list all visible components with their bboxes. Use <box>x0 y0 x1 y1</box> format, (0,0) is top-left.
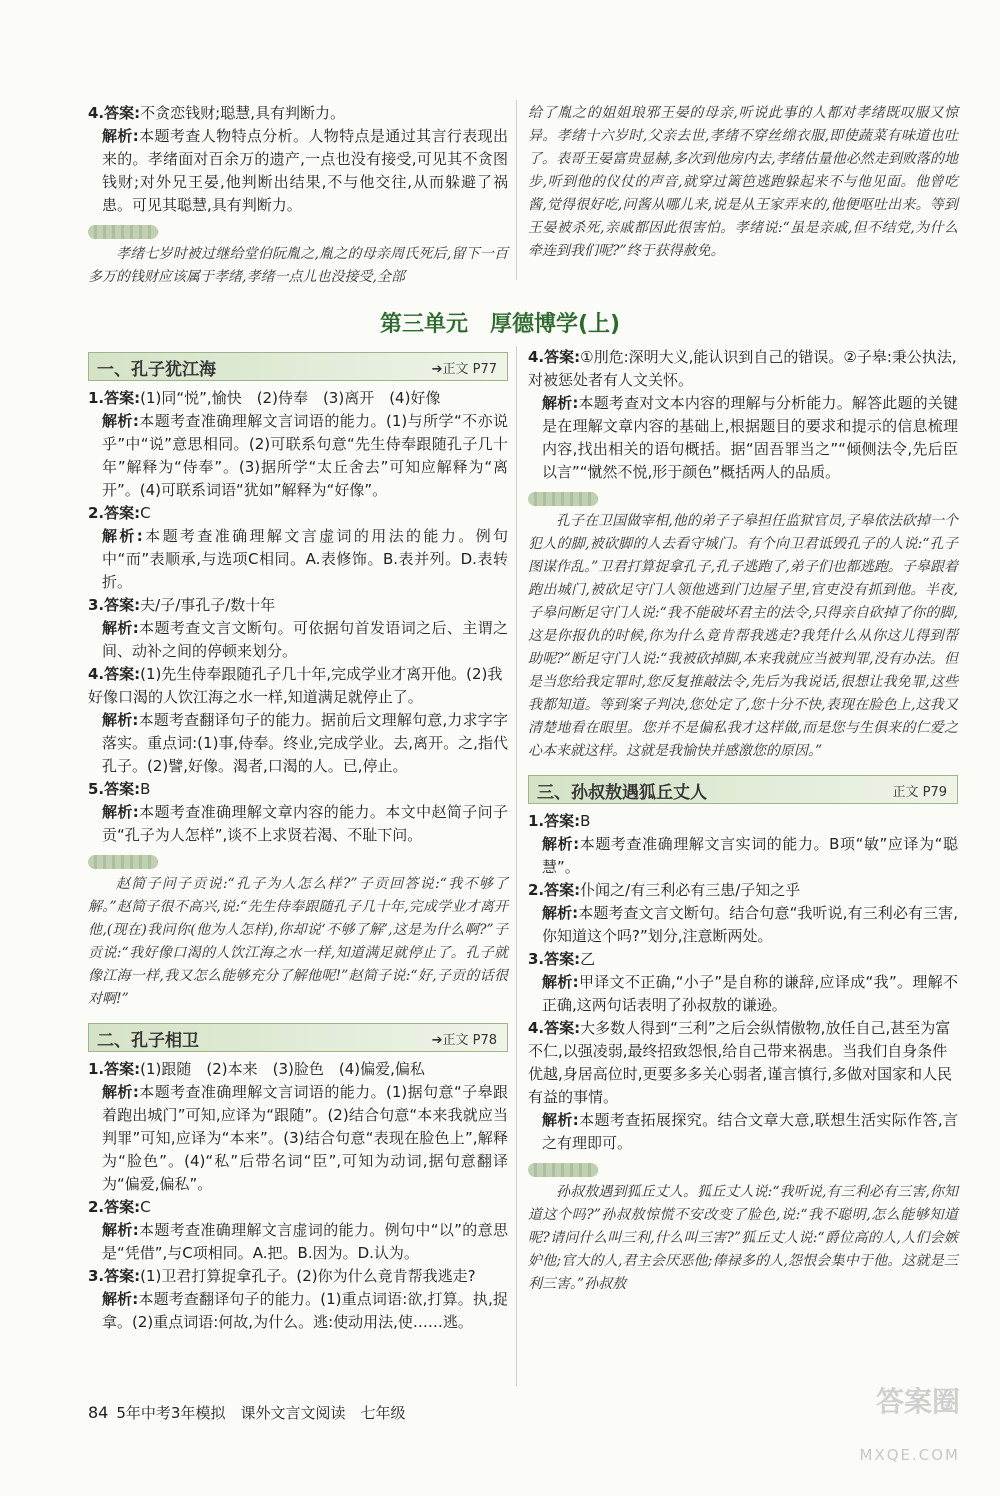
text-page-ref: ➔正文 P77 <box>431 362 497 377</box>
answer-text: (1)跟随 (2)本来 (3)脸色 (4)偏爱,偏私 <box>140 1060 425 1078</box>
analysis-label: 解析: <box>542 973 579 991</box>
answer-label: 4.答案: <box>528 1019 581 1037</box>
page-number: 84 <box>88 1403 109 1422</box>
left-column <box>88 346 508 1334</box>
analysis-text: 本题考查文言文断句。结合句意“我听说,有三利必有三害,你知道这个吗?”划分,注意断两处。 <box>542 904 958 945</box>
analysis-line <box>542 971 958 1017</box>
answer-text: ①刖危:深明大义,能认识到自己的错误。②子皋:秉公执法,对被惩处者有人文关怀。 <box>528 348 957 389</box>
answer-line <box>88 1196 508 1219</box>
answer-line <box>88 594 508 617</box>
answer-label: 1.答案: <box>528 812 581 830</box>
answer-text: 乙 <box>580 950 596 968</box>
answer-label: 3.答案: <box>88 1267 141 1285</box>
answer-label: 3.答案: <box>88 596 141 614</box>
analysis-label: 解析: <box>102 1221 139 1239</box>
answer-line <box>88 778 508 801</box>
analysis-line <box>102 1288 508 1334</box>
analysis-line <box>542 902 958 948</box>
answer-text: 仆闻之/有三利必有三患/子知之乎 <box>580 881 801 899</box>
analysis-text: 本题考查准确理解文言实词的能力。B项“敏”应译为“聪慧”。 <box>542 835 958 876</box>
analysis-text: 本题考查准确理解文言虚词的用法的能力。例句中“而”表顺承,与选项C相同。A.表修饰。B.表并列。D.表转折。 <box>102 527 508 591</box>
answer-label: 4.答案: <box>528 348 581 366</box>
analysis-line <box>542 1109 958 1155</box>
analysis-label: 解析: <box>102 1290 139 1308</box>
answer-label: 1.答案: <box>88 389 141 407</box>
analysis-label: 解析: <box>542 904 579 922</box>
answer-label: 1.答案: <box>88 1060 141 1078</box>
answer-label: 2.答案: <box>528 881 581 899</box>
analysis-text: 本题考查翻译句子的能力。(1)重点词语:欲,打算。执,捉拿。(2)重点词语:何故,为什么。逃:使动用法,使……逃。 <box>102 1290 508 1331</box>
answer-label: 4.答案: <box>88 665 141 683</box>
analysis-label: 解析: <box>102 619 139 637</box>
analysis-line <box>102 525 508 594</box>
answer-text: B <box>140 780 151 798</box>
analysis-text: 本题考查准确理解文言虚词的能力。例句中“以”的意思是“凭借”,与C项相同。A.把。B.因为。D.认为。 <box>102 1221 509 1262</box>
answer-text: (1)先生侍奉跟随孔子几十年,完成学业才离开他。(2)我好像口渴的人饮江海之水一样,知道满足就停止了。 <box>88 665 503 706</box>
answer-label: 4.答案: <box>88 104 141 122</box>
analysis-line <box>102 617 508 663</box>
analysis-text: 本题考查准确理解文章内容的能力。本文中赵简子问子贡“孔子为人怎样”,谈不上求贤若渴、不耻下问。 <box>102 803 509 844</box>
answer-line <box>528 810 958 833</box>
answer-text: C <box>140 1198 151 1216</box>
watermark-site-icon: MXQE.COM <box>859 1446 960 1464</box>
analysis-label: 解析: <box>102 412 139 430</box>
answer-label: 2.答案: <box>88 504 141 522</box>
analysis-text: 本题考查拓展探究。结合文章大意,联想生活实际作答,言之有理即可。 <box>542 1111 958 1152</box>
answer-text: (1)同“悦”,愉快 (2)侍奉 (3)离开 (4)好像 <box>140 389 441 407</box>
analysis-line <box>542 392 958 484</box>
analysis-label: 解析: <box>102 527 143 545</box>
translation-tag-icon <box>88 855 158 869</box>
analysis-label: 解析: <box>542 394 579 412</box>
analysis-label: 解析: <box>102 127 139 145</box>
answer-label: 5.答案: <box>88 780 141 798</box>
section-title: 二、孔子相卫 <box>97 1031 199 1051</box>
section-title: 一、孔子犹江海 <box>97 360 216 380</box>
analysis-line <box>102 709 508 778</box>
watermark-logo-icon: 答案圈 <box>875 1385 960 1418</box>
top-left-block <box>88 102 508 289</box>
answer-line <box>88 1265 508 1288</box>
analysis-label: 解析: <box>542 1111 579 1129</box>
section-header <box>88 1023 508 1052</box>
translation-text: 赵简子问子贡说:“孔子为人怎么样?”子贡回答说:“我不够了解。”赵简子很不高兴,说:“先生侍奉跟随孔子几十年,完成学业才离开他,(现在)我问你(他为人怎样),你却说‘不够了解’,这是为什么啊?”子贡说:“我好像口渴的人饮江海之水一样,知道满足就停止了。孔子就像江海一样,我又怎么能够充分了解他呢!”赵简子说:“好,子贡的话很对啊!” <box>88 876 508 1007</box>
column-divider <box>516 346 517 1386</box>
book-title: 5年中考3年模拟 课外文言文阅读 七年级 <box>116 1404 406 1422</box>
unit-title: 第三单元 厚德博学(上) <box>379 312 621 337</box>
section-header <box>528 775 958 804</box>
translation-tag-icon <box>88 225 158 239</box>
answer-line <box>88 387 508 410</box>
analysis-text: 本题考查准确理解文言词语的能力。(1)据句意“子皋跟着跑出城门”可知,应译为“跟随”。(2)结合句意“本来我就应当判罪”可知,应译为“本来”。(3)结合句意“表现在脸色上”,解释为“脸色”。(4)“私”后带名词“臣”,可知为动词,据句意翻译为“偏爱,偏私”。 <box>102 1083 508 1193</box>
analysis-text: 本题考查文言文断句。可依据句首发语词之后、主谓之间、动补之间的停顿来划分。 <box>102 619 509 660</box>
analysis-text: 本题考查准确理解文言词语的能力。(1)与所学“不亦说乎”中“说”意思相同。(2)可联系句意“先生侍奉跟随孔子几十年”解释为“侍奉”。(3)据所学“太丘舍去”可知应解释为“离开”。(4)可联系词语“犹如”解释为“好像”。 <box>102 412 508 499</box>
answer-text: C <box>140 504 151 522</box>
answer-label: 3.答案: <box>528 950 581 968</box>
answer-line <box>88 1058 508 1081</box>
translation-tag-icon <box>528 1163 598 1177</box>
translation-tag-icon <box>528 492 598 506</box>
analysis-line <box>102 801 508 847</box>
answer-text: B <box>580 812 591 830</box>
top-right-block <box>528 102 958 263</box>
answer-text: 不贪恋钱财;聪慧,具有判断力。 <box>140 104 345 122</box>
translation-text: 给了胤之的姐姐琅邪王晏的母亲,听说此事的人都对孝绪既叹服又惊异。孝绪十六岁时,父亲去世,孝绪不穿丝绵衣服,即使蔬菜有味道也吐了。表哥王晏富贵显赫,多次到他房内去,孝绪估量他必然走到败落的地步,听到他的仪仗的声音,就穿过篱笆逃跑躲起来不与他见面。他曾吃酱,觉得很好吃,问酱从哪儿来,说是从王家弄来的,他便呕吐出来。等到王晏被杀死,亲戚都因此很害怕。孝绪说:“虽是亲戚,但不结党,为什么牵连到我们呢?”终于获得赦免。 <box>528 105 958 259</box>
answer-text: 夫/子/事孔子/数十年 <box>140 596 276 614</box>
answer-line <box>88 502 508 525</box>
analysis-text: 本题考查人物特点分析。人物特点是通过其言行表现出来的。孝绪面对百余万的遗产,一点也没有接受,可见其不贪图钱财;对外兄王晏,他判断出结果,不与他交往,从而躲避了祸患。可见其聪慧,具有判断力。 <box>102 127 509 214</box>
analysis-text: 甲译文不正确,“小子”是自称的谦辞,应译成“我”。理解不正确,这两句话表明了孙叔敖的谦逊。 <box>542 973 959 1014</box>
answer-line <box>528 346 958 392</box>
analysis-text: 本题考查对文本内容的理解与分析能力。解答此题的关键是在理解文章内容的基础上,根据题目的要求和提示的信息梳理内容,找出相关的语句概括。据“固吾罪当之”“倾侧法令,先后臣以言”“憱然不悦,形于颜色”概括两人的品质。 <box>542 394 958 481</box>
answer-line <box>528 1017 958 1109</box>
answer-line <box>528 948 958 971</box>
analysis-line <box>102 410 508 502</box>
analysis-line <box>102 1219 508 1265</box>
text-page-ref: 正文 P79 <box>892 785 947 800</box>
answer-line <box>88 663 508 709</box>
answer-text: 大多数人得到“三利”之后会纵情傲物,放任自己,甚至为富不仁,以强凌弱,最终招致怨恨,给自己带来祸患。当我们自身条件优越,身居高位时,更要多多关心弱者,谨言慎行,多做对国家和人民有益的事情。 <box>528 1019 953 1106</box>
analysis-label: 解析: <box>542 835 580 853</box>
section-header <box>88 352 508 381</box>
answer-text: (1)卫君打算捉拿孔子。(2)你为什么竟肯帮我逃走? <box>140 1267 476 1285</box>
text-page-ref: ➔正文 P78 <box>431 1033 497 1048</box>
analysis-label: 解析: <box>102 803 139 821</box>
translation-text: 孙叔敖遇到狐丘丈人。狐丘丈人说:“我听说,有三利必有三害,你知道这个吗?”孙叔敖惊慌不安改变了脸色,说:“我不聪明,怎么能够知道呢?请问什么叫三利,什么叫三害?”狐丘丈人说:“爵位高的人,人们会嫉妒他;官大的人,君主会厌恶他;俸禄多的人,怨恨会集中于他。这就是三利三害。”孙叔敖 <box>528 1184 958 1292</box>
analysis-label: 解析: <box>102 711 139 729</box>
analysis-label: 解析: <box>102 1083 139 1101</box>
answer-label: 2.答案: <box>88 1198 141 1216</box>
column-divider <box>516 100 517 280</box>
analysis-line <box>542 833 958 879</box>
answer-line <box>528 879 958 902</box>
section-title: 三、孙叔敖遇狐丘丈人 <box>537 783 707 803</box>
translation-text: 孝绪七岁时被过继给堂伯阮胤之,胤之的母亲周氏死后,留下一百多万的钱财应该属于孝绪,孝绪一点儿也没接受,全部 <box>88 246 508 285</box>
analysis-text: 本题考查翻译句子的能力。据前后文理解句意,力求字字落实。重点词:(1)事,侍奉。终业,完成学业。去,离开。之,指代孔子。(2)譬,好像。渴者,口渴的人。已,停止。 <box>102 711 508 775</box>
analysis-line <box>102 1081 508 1196</box>
translation-text: 孔子在卫国做宰相,他的弟子子皋担任监狱官员,子皋依法砍掉一个犯人的脚,被砍脚的人去看守城门。有个向卫君诋毁孔子的人说:“孔子图谋作乱。”卫君打算捉拿孔子,孔子逃跑了,弟子们也都逃跑。子皋跟着跑出城门,被砍足守门人领他逃到门边屋子里,官吏没有抓到他。半夜,子皋问断足守门人说:“我不能破坏君主的法令,只得亲自砍掉了你的脚,这是你报仇的时候,你为什么竟肯帮我逃走?我凭什么从你这儿得到帮助呢?”断足守门人说:“我被砍掉脚,本来我就应当被判罪,没有办法。但是当您给我定罪时,您反复推敲法令,先后为我说话,很想让我免罪,这些我都知道。等到案子判决,您处定了,您十分不快,表现在脸色上,这我又清楚地看在眼里。您并不是偏私我才这样做,而是您与生俱来的仁爱之心本来就这样。这就是我愉快并感激您的原因。” <box>528 513 958 759</box>
right-column <box>528 346 958 1296</box>
page-footer <box>88 1402 405 1423</box>
